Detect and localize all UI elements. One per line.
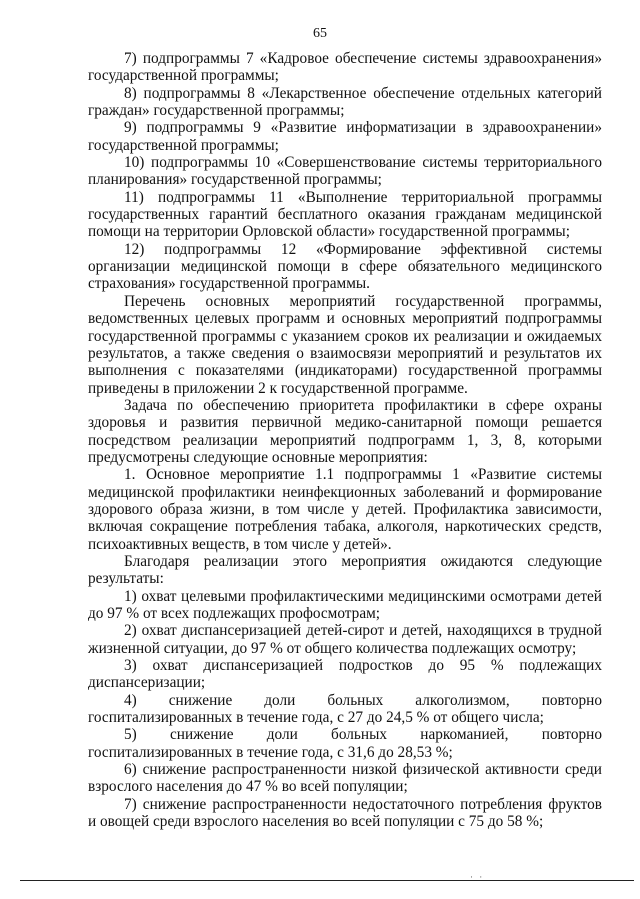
paragraph: 3) охват диспансеризацией подростков до 95 % подлежащих диспансеризации; (88, 657, 602, 692)
paragraph: 1) охват целевыми профилактическими медицинскими осмотрами детей до 97 % от всех подлежащих профосмотрам; (88, 587, 602, 622)
paragraph: Перечень основных мероприятий государственной программы, ведомственных целевых программ и основных мероприятий подпрограммы государственной программы с указанием сроков их реализации и ожидаемых результатов, а также сведения о взаимосвязи мероприятий и результатов их выполнения с показателями (индикаторами) государственной программы приведены в приложении 2 к государственной программе. (88, 292, 602, 397)
paragraph: 4) снижение доли больных алкоголизмом, повторно госпитализированных в течение года, с 27 до 24,5 % от общего числа; (88, 691, 602, 727)
paragraph: 8) подпрограммы 8 «Лекарственное обеспечение отдельных категорий граждан» государственной программы; (88, 84, 602, 120)
paragraph: 9) подпрограммы 9 «Развитие информатизации в здравоохранении» государственной программы; (88, 119, 602, 154)
paragraph: 5) снижение доли больных наркоманией, повторно госпитализированных в течение года, с 31,6 до 28,53 %; (88, 726, 602, 761)
paragraph: 1. Основное мероприятие 1.1 подпрограммы 1 «Развитие системы медицинской профилактики неинфекционных заболеваний и формирование здорового образа жизни, в том числе у детей. Профилактика зависимости, включая сокращение потребления табака, алкоголя, наркотических средств, психоактивных веществ, в том числе у детей». (88, 466, 602, 553)
document-body (88, 50, 602, 830)
scan-marks: · · (470, 872, 485, 882)
bottom-rule (20, 880, 634, 881)
page-number: 65 (313, 26, 327, 41)
paragraph: Благодаря реализации этого мероприятия ожидаются следующие результаты: (88, 552, 602, 588)
paragraph: Задача по обеспечению приоритета профилактики в сфере охраны здоровья и развития первичной медико-санитарной помощи решается посредством реализации мероприятий подпрограмм 1, 3, 8, которыми предусмотрены следующие основные мероприятия: (88, 396, 602, 466)
paragraph: 10) подпрограммы 10 «Совершенствование системы территориального планирования» государственной программы; (88, 154, 602, 189)
paragraph: 12) подпрограммы 12 «Формирование эффективной системы организации медицинской помощи в сфере обязательного медицинского страхования» государственной программы. (88, 240, 602, 293)
paragraph: 6) снижение распространенности низкой физической активности среди взрослого населения до 47 % во всей популяции; (88, 761, 602, 796)
paragraph: 11) подпрограммы 11 «Выполнение территориальной программы государственных гарантий бесплатного оказания гражданам медицинской помощи на территории Орловской области» государственной программы; (88, 188, 602, 241)
paragraph: 7) подпрограммы 7 «Кадровое обеспечение системы здравоохранения» государственной программы; (88, 50, 602, 85)
paragraph: 7) снижение распространенности недостаточного потребления фруктов и овощей среди взрослого населения во всей популяции с 75 до 58 %; (88, 795, 602, 831)
paragraph: 2) охват диспансеризацией детей-сирот и детей, находящихся в трудной жизненной ситуации, до 97 % от общего количества подлежащих осмотру; (88, 622, 602, 657)
